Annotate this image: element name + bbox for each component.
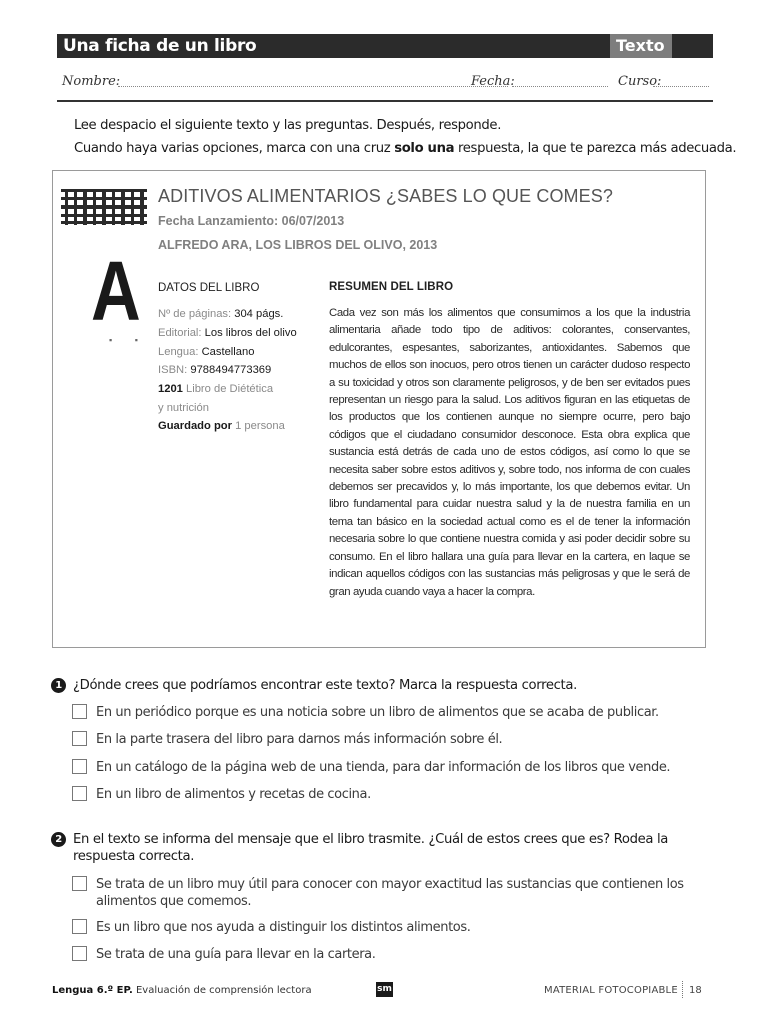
footer: [52, 982, 712, 1000]
datos-guardado: Guardado por 1 persona: [158, 420, 285, 432]
cover-dots-icon: ▪ ▪: [109, 335, 148, 345]
curso-field[interactable]: [653, 86, 709, 87]
nombre-label: Nombre:: [62, 74, 121, 89]
checkbox[interactable]: [72, 919, 87, 934]
book-cover-letter: A: [91, 244, 141, 338]
book-title: ADITIVOS ALIMENTARIOS ¿SABES LO QUE COMES?: [158, 186, 613, 206]
footer-divider: [682, 981, 683, 998]
datos-categoria-cont: y nutrición: [158, 402, 209, 414]
resumen-body: Cada vez son más los alimentos que consumimos a los que la industria alimentaria añade todo tipo de aditivos: colorantes, conservantes, edulcorantes, espesantes, saborizantes, antioxidantes. Sabemos que muchos de ellos son inocuos, pero otros tienen un carácter dudoso respecto a su toxicidad y otros son claramente peligrosos, y de ben ser evitados pues representan un riesgo para la salud. Los aditivos figuran en las etiquetas de los productos que los contienen aunque no siempre ocurre, pero bajo códigos que el ciudadano consumidor desconoce. Esta obra explica que sustancia está detrás de cada uno de estos códigos, así como lo que se necesita saber sobre estos aditivos y, sobre todo, nos informa de con cuales debemos ser precavidos y, lo más importante, los que debemos evitar. Un libro fundamental para cuidar nuestra salud y la de nuestra familia en un tema tan básico en la sociedad actual como es el de tener la información necesaria sobre lo que contiene nuestra comida y asi poder decidir sobre su consumo. En el libro hallara una guía para llevar en la cartera, en laque se indican aquellos códigos con las sustancias más peligrosas y que le será de gran ayuda cuando vaya a hacer la compra.: [329, 307, 690, 598]
curso-label: Curso:: [618, 74, 662, 89]
author-publisher: ALFREDO ARA, LOS LIBROS DEL OLIVO, 2013: [158, 238, 438, 252]
publisher-logo-icon: [61, 189, 147, 225]
fecha-label: Fecha:: [471, 74, 515, 89]
datos-categoria: 1201 Libro de Diétética: [158, 383, 274, 395]
datos-title: DATOS DEL LIBRO: [158, 282, 260, 294]
page-number: 18: [689, 985, 702, 996]
checkbox[interactable]: [72, 946, 87, 961]
question-number: 2: [51, 832, 66, 847]
release-date: Fecha Lanzamiento: 06/07/2013: [158, 214, 345, 228]
datos-editorial: Editorial: Los libros del olivo: [158, 327, 297, 339]
question-text: ¿Dónde crees que podríamos encontrar este texto? Marca la respuesta correcta.: [73, 678, 577, 693]
footer-material: MATERIAL FOTOCOPIABLE: [544, 985, 678, 996]
student-fields: [62, 72, 712, 94]
question-number: 1: [51, 678, 66, 693]
checkbox[interactable]: [72, 759, 87, 774]
resumen-title: RESUMEN DEL LIBRO: [329, 281, 454, 293]
nombre-field[interactable]: [118, 86, 508, 87]
checkbox[interactable]: [72, 731, 87, 746]
instruction-line-2: Cuando haya varias opciones, marca con una cruz solo una respuesta, la que te parezca más adecuada.: [74, 141, 737, 156]
sm-logo-icon: sm: [376, 982, 393, 997]
datos-lengua: Lengua: Castellano: [158, 346, 255, 358]
instruction-line-1: Lee despacio el siguiente texto y las preguntas. Después, responde.: [74, 118, 502, 133]
checkbox[interactable]: [72, 876, 87, 891]
page-title: Una ficha de un libro: [63, 36, 257, 56]
datos-isbn: ISBN: 9788494773369: [158, 364, 272, 376]
text-number-tag: Texto 3: [610, 34, 672, 58]
fecha-field[interactable]: [512, 86, 608, 87]
checkbox[interactable]: [72, 704, 87, 719]
question-text: En el texto se informa del mensaje que el libro trasmite. ¿Cuál de estos crees que es? Rodea la respuesta correcta.: [73, 832, 668, 864]
header-rule: [57, 100, 713, 102]
instruction-emphasis: solo una: [394, 141, 455, 156]
title-bar: [57, 34, 713, 79]
footer-subject: Lengua 6.º EP. Evaluación de comprensión lectora: [52, 985, 312, 996]
datos-paginas: Nº de páginas: 304 págs.: [158, 308, 284, 320]
book-card: [52, 170, 706, 648]
checkbox[interactable]: [72, 786, 87, 801]
